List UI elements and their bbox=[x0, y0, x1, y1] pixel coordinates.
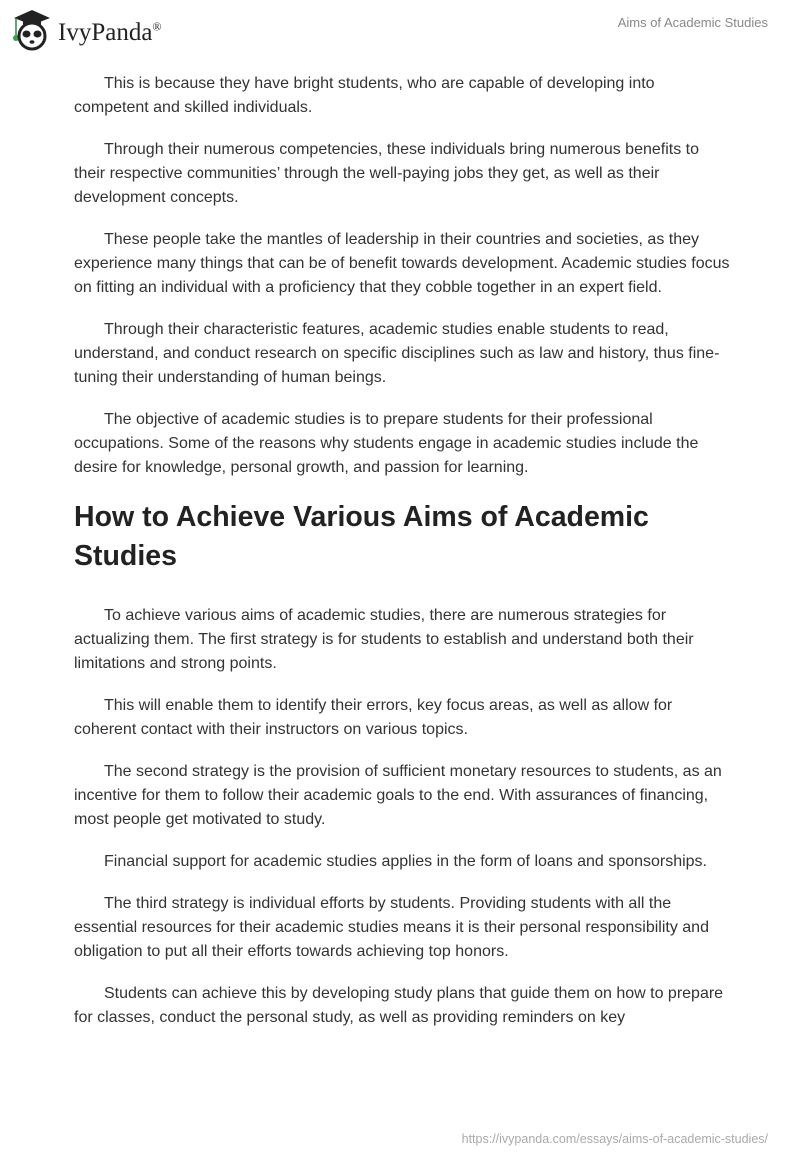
source-url[interactable]: https://ivypanda.com/essays/aims-of-academic-studies/ bbox=[461, 1132, 768, 1146]
paragraph: To achieve various aims of academic studies, there are numerous strategies for actualizing them. The first strategy is for students to establish and understand both their limitations and strong points. bbox=[74, 607, 694, 672]
paragraph: This will enable them to identify their errors, key focus areas, as well as allow for coherent contact with their instructors on various topics. bbox=[74, 697, 673, 738]
brand-name: IvyPanda® bbox=[58, 19, 162, 46]
paragraph: Through their characteristic features, academic studies enable students to read, understand, and conduct research on specific disciplines such as law and history, thus fine-tuning their understanding of human beings. bbox=[74, 321, 720, 386]
paragraph: Financial support for academic studies applies in the form of loans and sponsorships. bbox=[104, 853, 707, 870]
article-body bbox=[74, 72, 730, 1048]
document-title: Aims of Academic Studies bbox=[617, 15, 768, 30]
paragraph: The second strategy is the provision of sufficient monetary resources to students, as an incentive for them to follow their academic goals to the end. With assurances of financing, most people get motivated to study. bbox=[74, 763, 722, 828]
paragraph: The objective of academic studies is to prepare students for their professional occupations. Some of the reasons why students engage in academic studies include the desire for knowledge, personal growth, and passion for learning. bbox=[74, 411, 699, 476]
paragraph: Students can achieve this by developing study plans that guide them on how to prepare for classes, conduct the personal study, as well as providing reminders on key bbox=[74, 985, 724, 1026]
panda-graduate-icon bbox=[12, 8, 52, 52]
paragraph: These people take the mantles of leadership in their countries and societies, as they experience many things that can be of benefit towards development. Academic studies focus on fitting an individual with a proficiency that they cobble together in an expert field. bbox=[74, 231, 730, 296]
ivypanda-logo[interactable] bbox=[12, 8, 162, 52]
paragraph: This is because they have bright students, who are capable of developing into competent and skilled individuals. bbox=[74, 75, 655, 116]
page-header bbox=[0, 0, 800, 60]
section-heading: How to Achieve Various Aims of Academic Studies bbox=[74, 501, 649, 572]
paragraph: Through their numerous competencies, these individuals bring numerous benefits to their respective communities’ through the well-paying jobs they get, as well as their development concepts. bbox=[74, 141, 699, 206]
paragraph: The third strategy is individual efforts by students. Providing students with all the essential resources for their academic studies means it is their personal responsibility and obligation to put all their efforts towards achieving top honors. bbox=[74, 895, 709, 960]
